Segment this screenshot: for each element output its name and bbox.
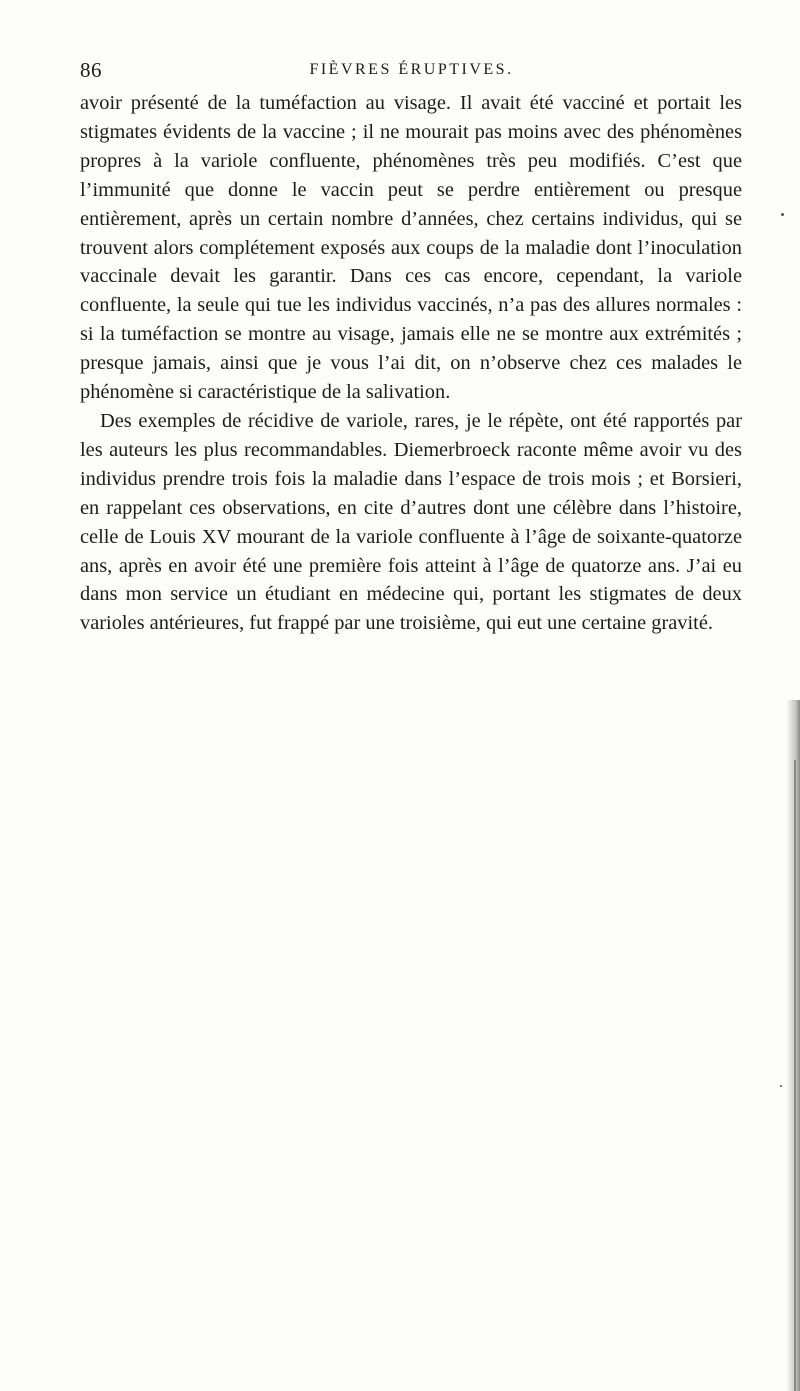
paragraph-1: avoir présenté de la tuméfaction au visage. Il avait été vacciné et portait les stigmates évidents de la vaccine ; il ne mourait pas moins avec des phénomènes propres à la variole confluente, phénomènes très peu modifiés. C’est que l’immunité que donne le vaccin peut se perdre entièrement ou presque entièrement, après un certain nombre d’années, chez certains individus, qui se trouvent alors complétement exposés aux coups de la maladie dont l’inoculation vaccinale devait les garantir. Dans ces cas encore, cependant, la variole confluente, la seule qui tue les individus vaccinés, n’a pas des allures normales : si la tuméfaction se montre au visage, jamais elle ne se montre aux extrémités ; presque jamais, ainsi que je vous l’ai dit, on n’observe chez ces malades le phénomène si caractéristique de la salivation.	[80, 92, 742, 404]
page-edge-line	[794, 760, 796, 1391]
paper-speck	[780, 1085, 782, 1087]
page-number: 86	[80, 58, 102, 82]
page-header	[80, 58, 743, 86]
running-head: FIÈVRES ÉRUPTIVES.	[309, 61, 514, 78]
paragraph-2: Des exemples de récidive de variole, rares, je le répète, ont été rapportés par les auteurs les plus recommandables. Diemerbroeck raconte même avoir vu des individus prendre trois fois la maladie dans l’espace de trois mois ; et Borsieri, en rappelant ces observations, en cite d’autres dont une célèbre dans l’histoire, celle de Louis XV mourant de la variole confluente à l’âge de soixante-quatorze ans, après en avoir été une première fois atteint à l’âge de quatorze ans. J’ai eu dans mon service un étudiant en médecine qui, portant les stigmates de deux varioles antérieures, fut frappé par une troisième, qui eut une certaine gravité.	[80, 409, 742, 635]
body-text	[80, 89, 742, 638]
page-edge-shadow	[786, 700, 800, 1391]
paper-speck	[781, 213, 784, 216]
